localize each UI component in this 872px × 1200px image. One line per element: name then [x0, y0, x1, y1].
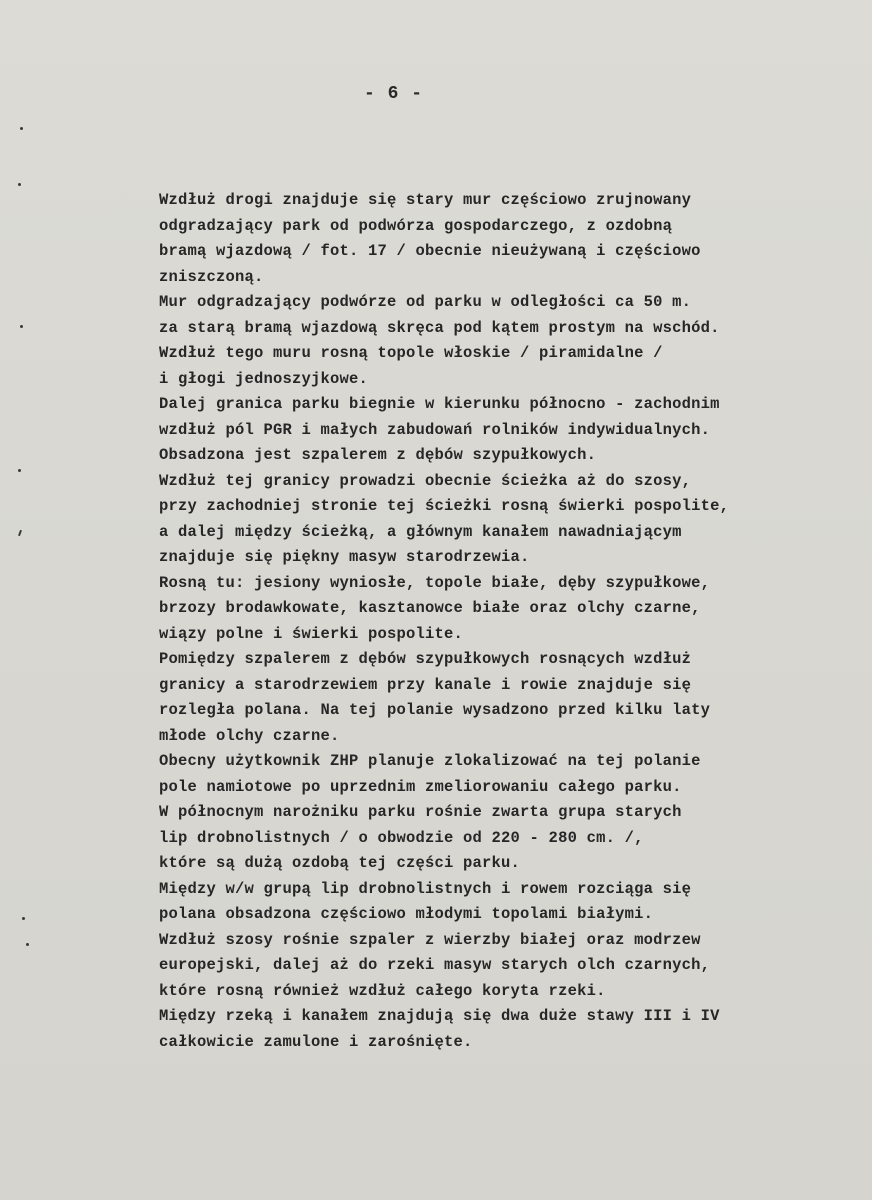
text-line: i głogi jednoszyjkowe. [159, 369, 369, 388]
text-line: które rosną również wzdłuż całego koryta rzeki. [159, 981, 606, 1000]
text-line: lip drobnolistnych / o obwodzie od 220 - 280 cm. /, [159, 828, 644, 847]
text-line: granicy a starodrzewiem przy kanale i rowie znajduje się [159, 675, 692, 694]
text-line: Wzdłuż szosy rośnie szpaler z wierzby białej oraz modrzew [159, 930, 701, 949]
body-text [159, 188, 839, 1055]
text-line: odgradzający park od podwórza gospodarczego, z ozdobną [159, 216, 673, 235]
text-line: całkowicie zamulone i zarośnięte. [159, 1032, 473, 1051]
text-line: polana obsadzona częściowo młodymi topolami białymi. [159, 905, 654, 923]
margin-mark [20, 127, 23, 130]
text-line: wzdłuż pól PGR i małych zabudowań rolników indywidualnych. [159, 420, 711, 439]
text-line: znajduje się piękny masyw starodrzewia. [159, 548, 530, 566]
text-line: brzozy brodawkowate, kasztanowce białe oraz olchy czarne, [159, 599, 701, 617]
text-line: Obecny użytkownik ZHP planuje zlokalizować na tej polanie [159, 752, 701, 770]
text-line: Mur odgradzający podwórze od parku w odległości ca 50 m. [159, 293, 692, 311]
margin-mark [18, 183, 21, 186]
margin-mark [22, 917, 25, 920]
text-line: europejski, dalej aż do rzeki masyw starych olch czarnych, [159, 956, 711, 974]
page-number: - 6 - [364, 84, 424, 104]
margin-mark [26, 943, 29, 946]
text-line: zniszczoną. [159, 267, 264, 286]
text-line: przy zachodniej stronie tej ścieżki rosną świerki pospolite, [159, 497, 730, 515]
text-line: młode olchy czarne. [159, 726, 340, 745]
text-line: W północnym narożniku parku rośnie zwarta grupa starych [159, 803, 682, 821]
text-line: rozległa polana. Na tej polanie wysadzono przed kilku laty [159, 701, 711, 719]
text-line: Wzdłuż drogi znajduje się stary mur częściowo zrujnowany [159, 191, 692, 209]
margin-mark [20, 325, 23, 328]
text-line: Obsadzona jest szpalerem z dębów szypułkowych. [159, 446, 597, 464]
text-line: które są dużą ozdobą tej części parku. [159, 854, 521, 872]
text-line: Dalej granica parku biegnie w kierunku północno - zachodnim [159, 395, 720, 413]
text-line: bramą wjazdową / fot. 17 / obecnie nieużywaną i częściowo [159, 242, 701, 260]
margin-mark [18, 469, 21, 472]
text-line: pole namiotowe po uprzednim zmeliorowaniu całego parku. [159, 777, 682, 796]
text-line: za starą bramą wjazdową skręca pod kątem prostym na wschód. [159, 318, 720, 337]
text-line: Pomiędzy szpalerem z dębów szypułkowych rosnących wzdłuż [159, 650, 692, 668]
text-line: wiązy polne i świerki pospolite. [159, 624, 464, 643]
margin-mark [18, 530, 22, 536]
text-line: Między w/w grupą lip drobnolistnych i rowem rozciąga się [159, 879, 692, 898]
text-line: Wzdłuż tego muru rosną topole włoskie / piramidalne / [159, 344, 663, 362]
text-line: Rosną tu: jesiony wyniosłe, topole białe, dęby szypułkowe, [159, 573, 711, 592]
text-line: Między rzeką i kanałem znajdują się dwa duże stawy III i IV [159, 1007, 720, 1025]
text-line: Wzdłuż tej granicy prowadzi obecnie ścieżka aż do szosy, [159, 471, 692, 490]
text-line: a dalej między ścieżką, a głównym kanałem nawadniającym [159, 522, 682, 541]
